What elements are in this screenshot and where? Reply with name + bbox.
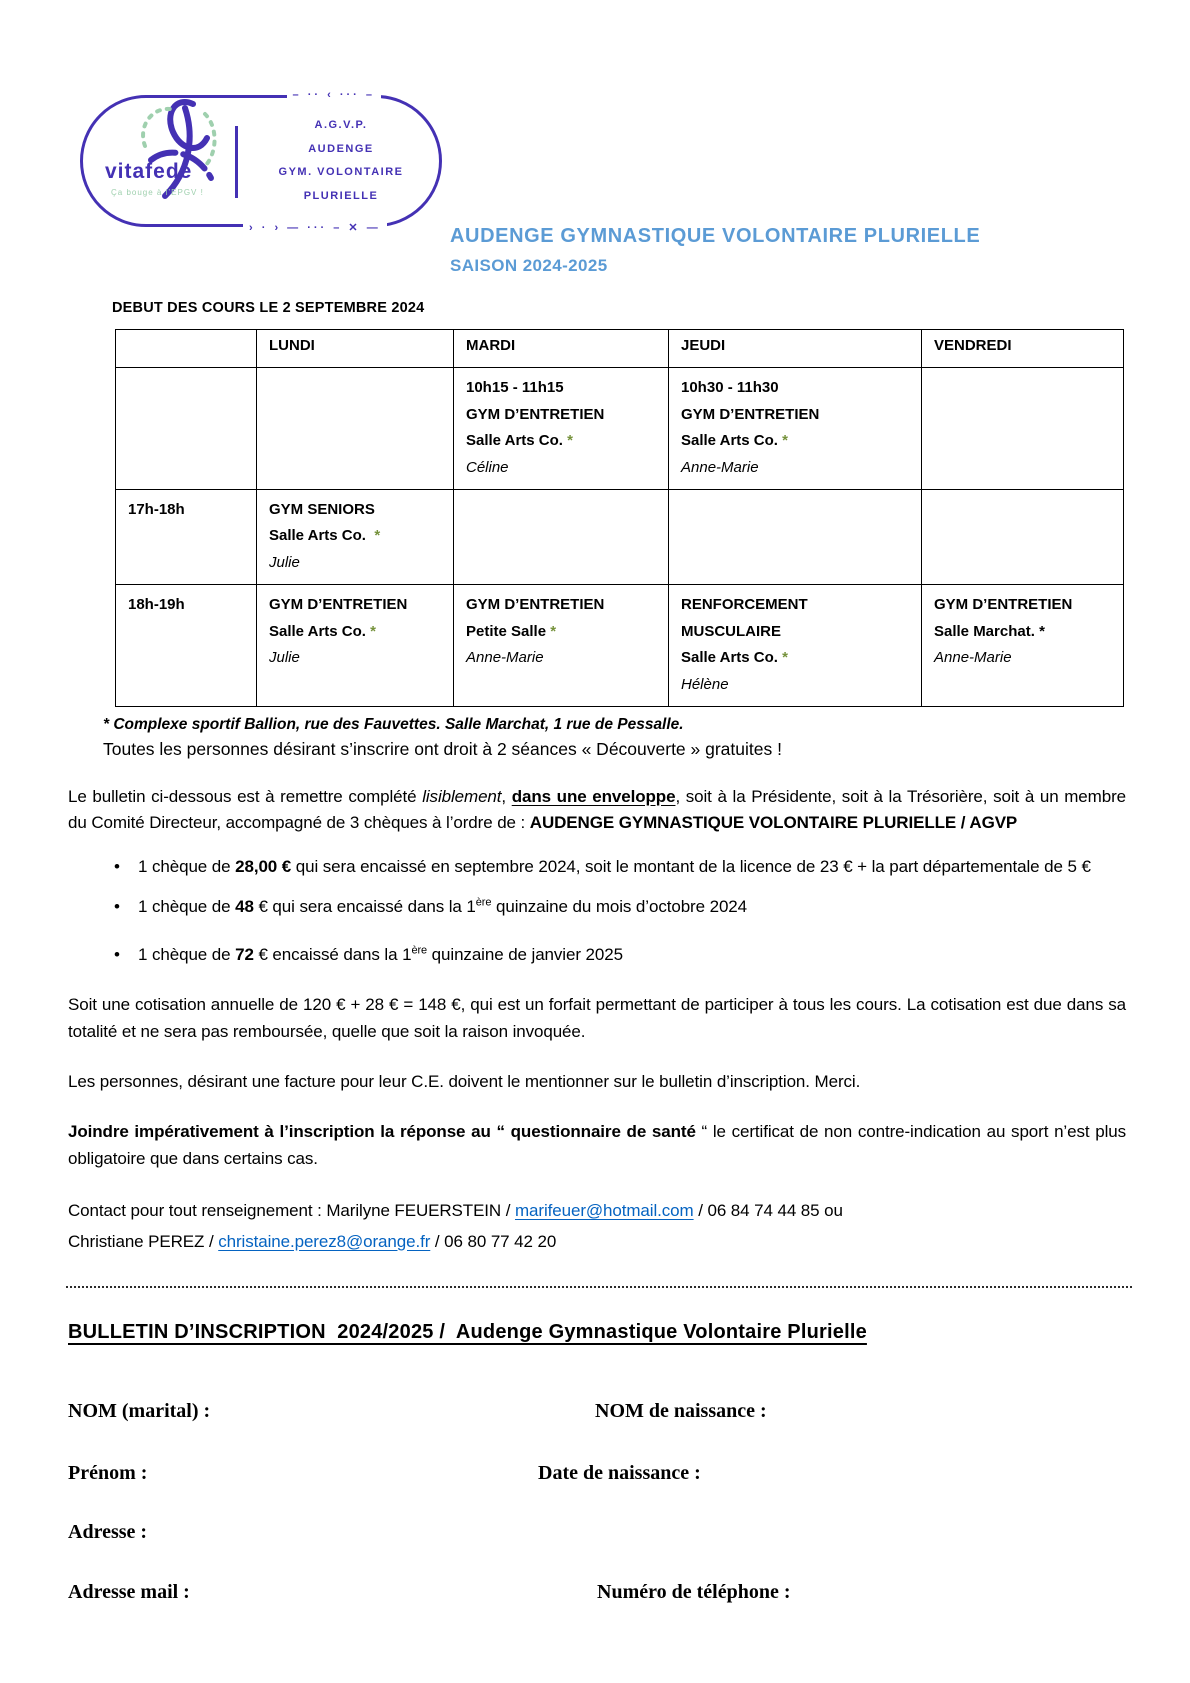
header-jeudi: JEUDI [669, 330, 922, 368]
courses-start-note: DEBUT DES COURS LE 2 SEPTEMBRE 2024 [112, 300, 425, 316]
course-name: GYM D’ENTRETIEN [466, 405, 605, 423]
text-segment: / 06 80 77 42 20 [430, 1231, 557, 1251]
schedule-table [115, 329, 1124, 707]
course-room [269, 619, 441, 646]
vitafede-logo [80, 89, 442, 234]
course-teacher: Céline [466, 459, 509, 477]
footnote-star: * [782, 649, 788, 667]
course-teacher: Anne-Marie [466, 649, 544, 667]
schedule-row-morning [116, 368, 1124, 490]
room-label: Salle Arts Co. [466, 432, 563, 450]
field-label-adresse: Adresse : [68, 1521, 148, 1543]
cell-mardi-morning [454, 368, 669, 490]
cell-vendredi-morning [922, 368, 1124, 490]
time-cell [116, 368, 257, 490]
cheque-amount: 28,00 € [235, 857, 292, 877]
bullet-icon: • [114, 896, 120, 916]
logo-tagline: Ça bouge à l’EPGV ! [111, 188, 204, 197]
logo-border-ornament-bottom: › · › — ··· – ✕ — [243, 221, 387, 234]
footnote-star: * [1039, 622, 1045, 640]
room-label: Salle Arts Co. [681, 432, 778, 450]
text-segment: 1 chèque de [138, 857, 236, 877]
text-segment: , [501, 786, 512, 806]
text-segment: / 06 84 74 44 85 ou [693, 1201, 843, 1220]
schedule-header-row [116, 330, 1124, 368]
cheque-amount: 72 [235, 944, 254, 964]
course-name: GYM D’ENTRETIEN [934, 595, 1073, 613]
form-row-mail-tel [68, 1581, 1150, 1611]
course-time: 10h30 - 11h30 [681, 379, 779, 396]
field-label-telephone: Numéro de téléphone : [597, 1581, 791, 1603]
time-cell [116, 584, 257, 706]
form-row-nom [68, 1400, 1150, 1430]
room-label: Petite Salle [466, 622, 547, 640]
text-segment: quinzaine du mois d’octobre 2024 [491, 896, 748, 916]
cell-lundi-17h [257, 489, 454, 584]
header-lundi: LUNDI [257, 330, 454, 368]
text-segment: qui sera encaissé en septembre 2024, soit le montant de la licence de 23 € + la part départementale de 5 € [291, 857, 1091, 877]
schedule-row-17h [116, 489, 1124, 584]
cell-mardi-18h [454, 584, 669, 706]
course-name: GYM D’ENTRETIEN [466, 595, 605, 613]
course-room [269, 523, 441, 550]
course-room [466, 619, 656, 646]
email-link-marifeuer[interactable]: marifeuer@hotmail.com [514, 1201, 694, 1220]
rooms-footnote: * Complexe sportif Ballion, rue des Fauvettes. Salle Marchat, 1 rue de Pessalle. [103, 715, 684, 733]
course-time: 10h15 - 11h15 [466, 379, 564, 396]
cheque-item-3 [114, 942, 1126, 968]
text-italic-lisiblement: lisiblement [422, 786, 502, 806]
course-name: GYM SENIORS [269, 500, 375, 518]
course-teacher: Anne-Marie [681, 459, 759, 477]
text-segment: “ le certificat de non contre-indication au sport n’est plus obligatoire que dans certains cas. [68, 1122, 1126, 1168]
course-name: RENFORCEMENT MUSCULAIRE [681, 595, 808, 640]
field-label-prenom: Prénom : [68, 1462, 148, 1484]
time-cell [116, 489, 257, 584]
bullet-icon: • [114, 857, 120, 877]
cell-mardi-17h [454, 489, 669, 584]
logo-brand-text: vitafede [105, 160, 193, 183]
footnote-star: * [567, 432, 573, 450]
facture-paragraph: Les personnes, désirant une facture pour leur C.E. doivent le mentionner sur le bulletin d’inscription. Merci. [68, 1071, 861, 1091]
bulletin-instructions-paragraph [68, 784, 1126, 837]
footnote-star: * [370, 622, 376, 640]
course-name: GYM D’ENTRETIEN [269, 595, 408, 613]
logo-border-ornament-top: – ·· ‹ ··· – [287, 89, 381, 101]
footnote-star: * [550, 622, 557, 640]
form-row-adresse [68, 1521, 1150, 1551]
cell-lundi-morning [257, 368, 454, 490]
header-title-block [450, 225, 980, 276]
ordinal-sup: ère [411, 944, 428, 957]
field-label-date-naissance: Date de naissance : [538, 1462, 701, 1484]
time-label: 17h-18h [128, 500, 185, 518]
text-segment: € qui sera encaissé dans la 1 [253, 896, 476, 916]
cell-jeudi-17h [669, 489, 922, 584]
logo-association-name [243, 114, 439, 209]
field-label-nom-marital: NOM (marital) : [68, 1400, 211, 1422]
text-segment: , soit à la Présidente, soit à la Trésorière, soit à un membre du Comité Directeur, accompagné de 3 chèques à l’ordre de : [68, 786, 1126, 832]
sante-paragraph [68, 1119, 1126, 1172]
course-room [466, 428, 656, 455]
logo-divider [235, 126, 238, 198]
contact-paragraph [68, 1196, 1126, 1257]
cell-vendredi-17h [922, 489, 1124, 584]
course-room [681, 428, 909, 455]
cheque-amount: 48 [235, 896, 254, 916]
time-label: 18h-19h [128, 595, 185, 613]
course-teacher: Hélène [681, 675, 729, 693]
cheques-list [68, 854, 1126, 968]
header-mardi: MARDI [454, 330, 669, 368]
text-bold-questionnaire: Joindre impérativement à l’inscription la réponse au “ questionnaire de santé [68, 1122, 696, 1142]
room-label: Salle Marchat. [934, 622, 1035, 640]
text-bold-enveloppe: dans une enveloppe [511, 786, 676, 806]
text-bold-association: AUDENGE GYMNASTIQUE VOLONTAIRE PLURIELLE / AGVP [529, 812, 1018, 832]
header-vendredi: VENDREDI [922, 330, 1124, 368]
course-room [934, 619, 1111, 646]
field-label-nom-naissance: NOM de naissance : [595, 1400, 767, 1422]
bulletin-inscription-heading: BULLETIN D’INSCRIPTION 2024/2025 / Audenge Gymnastique Volontaire Plurielle [68, 1321, 867, 1343]
course-teacher: Julie [269, 649, 300, 667]
course-teacher: Anne-Marie [934, 649, 1012, 667]
room-label: Salle Arts Co. [681, 649, 778, 667]
cell-jeudi-morning [669, 368, 922, 490]
cell-vendredi-18h [922, 584, 1124, 706]
dotted-separator [66, 1286, 1132, 1288]
footnote-star: * [374, 527, 381, 545]
form-row-prenom [68, 1462, 1150, 1492]
header-empty-cell [116, 330, 257, 368]
text-segment: quinzaine de janvier 2025 [427, 944, 623, 964]
text-segment: Christiane PEREZ / [68, 1231, 219, 1251]
text-segment: Contact pour tout renseignement : Marilyne FEUERSTEIN / [68, 1201, 515, 1220]
cheque-item-1 [114, 854, 1126, 880]
email-link-christaine[interactable]: christaine.perez8@orange.fr [218, 1231, 431, 1251]
course-name: GYM D’ENTRETIEN [681, 405, 820, 423]
text-segment: Le bulletin ci-dessous est à remettre complété [68, 786, 423, 806]
logo-line-audenge: AUDENGE [308, 142, 374, 155]
cheque-item-2 [114, 894, 1126, 920]
cell-jeudi-18h [669, 584, 922, 706]
course-room [681, 645, 909, 672]
footnote-star: * [782, 432, 788, 450]
schedule-table-wrap [115, 329, 1126, 707]
course-teacher: Julie [269, 554, 300, 572]
season-subtitle: SAISON 2024-2025 [450, 256, 608, 275]
cell-lundi-18h [257, 584, 454, 706]
page-title: AUDENGE GYMNASTIQUE VOLONTAIRE PLURIELLE [450, 225, 981, 247]
room-label: Salle Arts Co. [269, 622, 366, 640]
field-label-adresse-mail: Adresse mail : [68, 1581, 190, 1603]
discovery-sessions-note: Toutes les personnes désirant s’inscrire ont droit à 2 séances « Découverte » gratuites ! [103, 738, 782, 759]
logo-line-agvp: A.G.V.P. [314, 119, 368, 131]
text-segment: 1 chèque de [138, 944, 236, 964]
text-segment: € encaissé dans la 1 [253, 944, 412, 964]
text-segment: 1 chèque de [138, 896, 236, 916]
schedule-row-18h [116, 584, 1124, 706]
ordinal-sup: ère [475, 895, 492, 908]
logo-line-plurielle: PLURIELLE [303, 189, 379, 202]
room-label: Salle Arts Co. [269, 527, 366, 545]
bullet-icon: • [114, 944, 120, 964]
cotisation-paragraph: Soit une cotisation annuelle de 120 € + 28 € = 148 €, qui est un forfait permettant de participer à tous les cours. La cotisation est due dans sa totalité et ne sera pas remboursée, quelle que soit la raison invoquée. [68, 995, 1126, 1041]
logo-line-gym: GYM. VOLONTAIRE [278, 166, 404, 179]
